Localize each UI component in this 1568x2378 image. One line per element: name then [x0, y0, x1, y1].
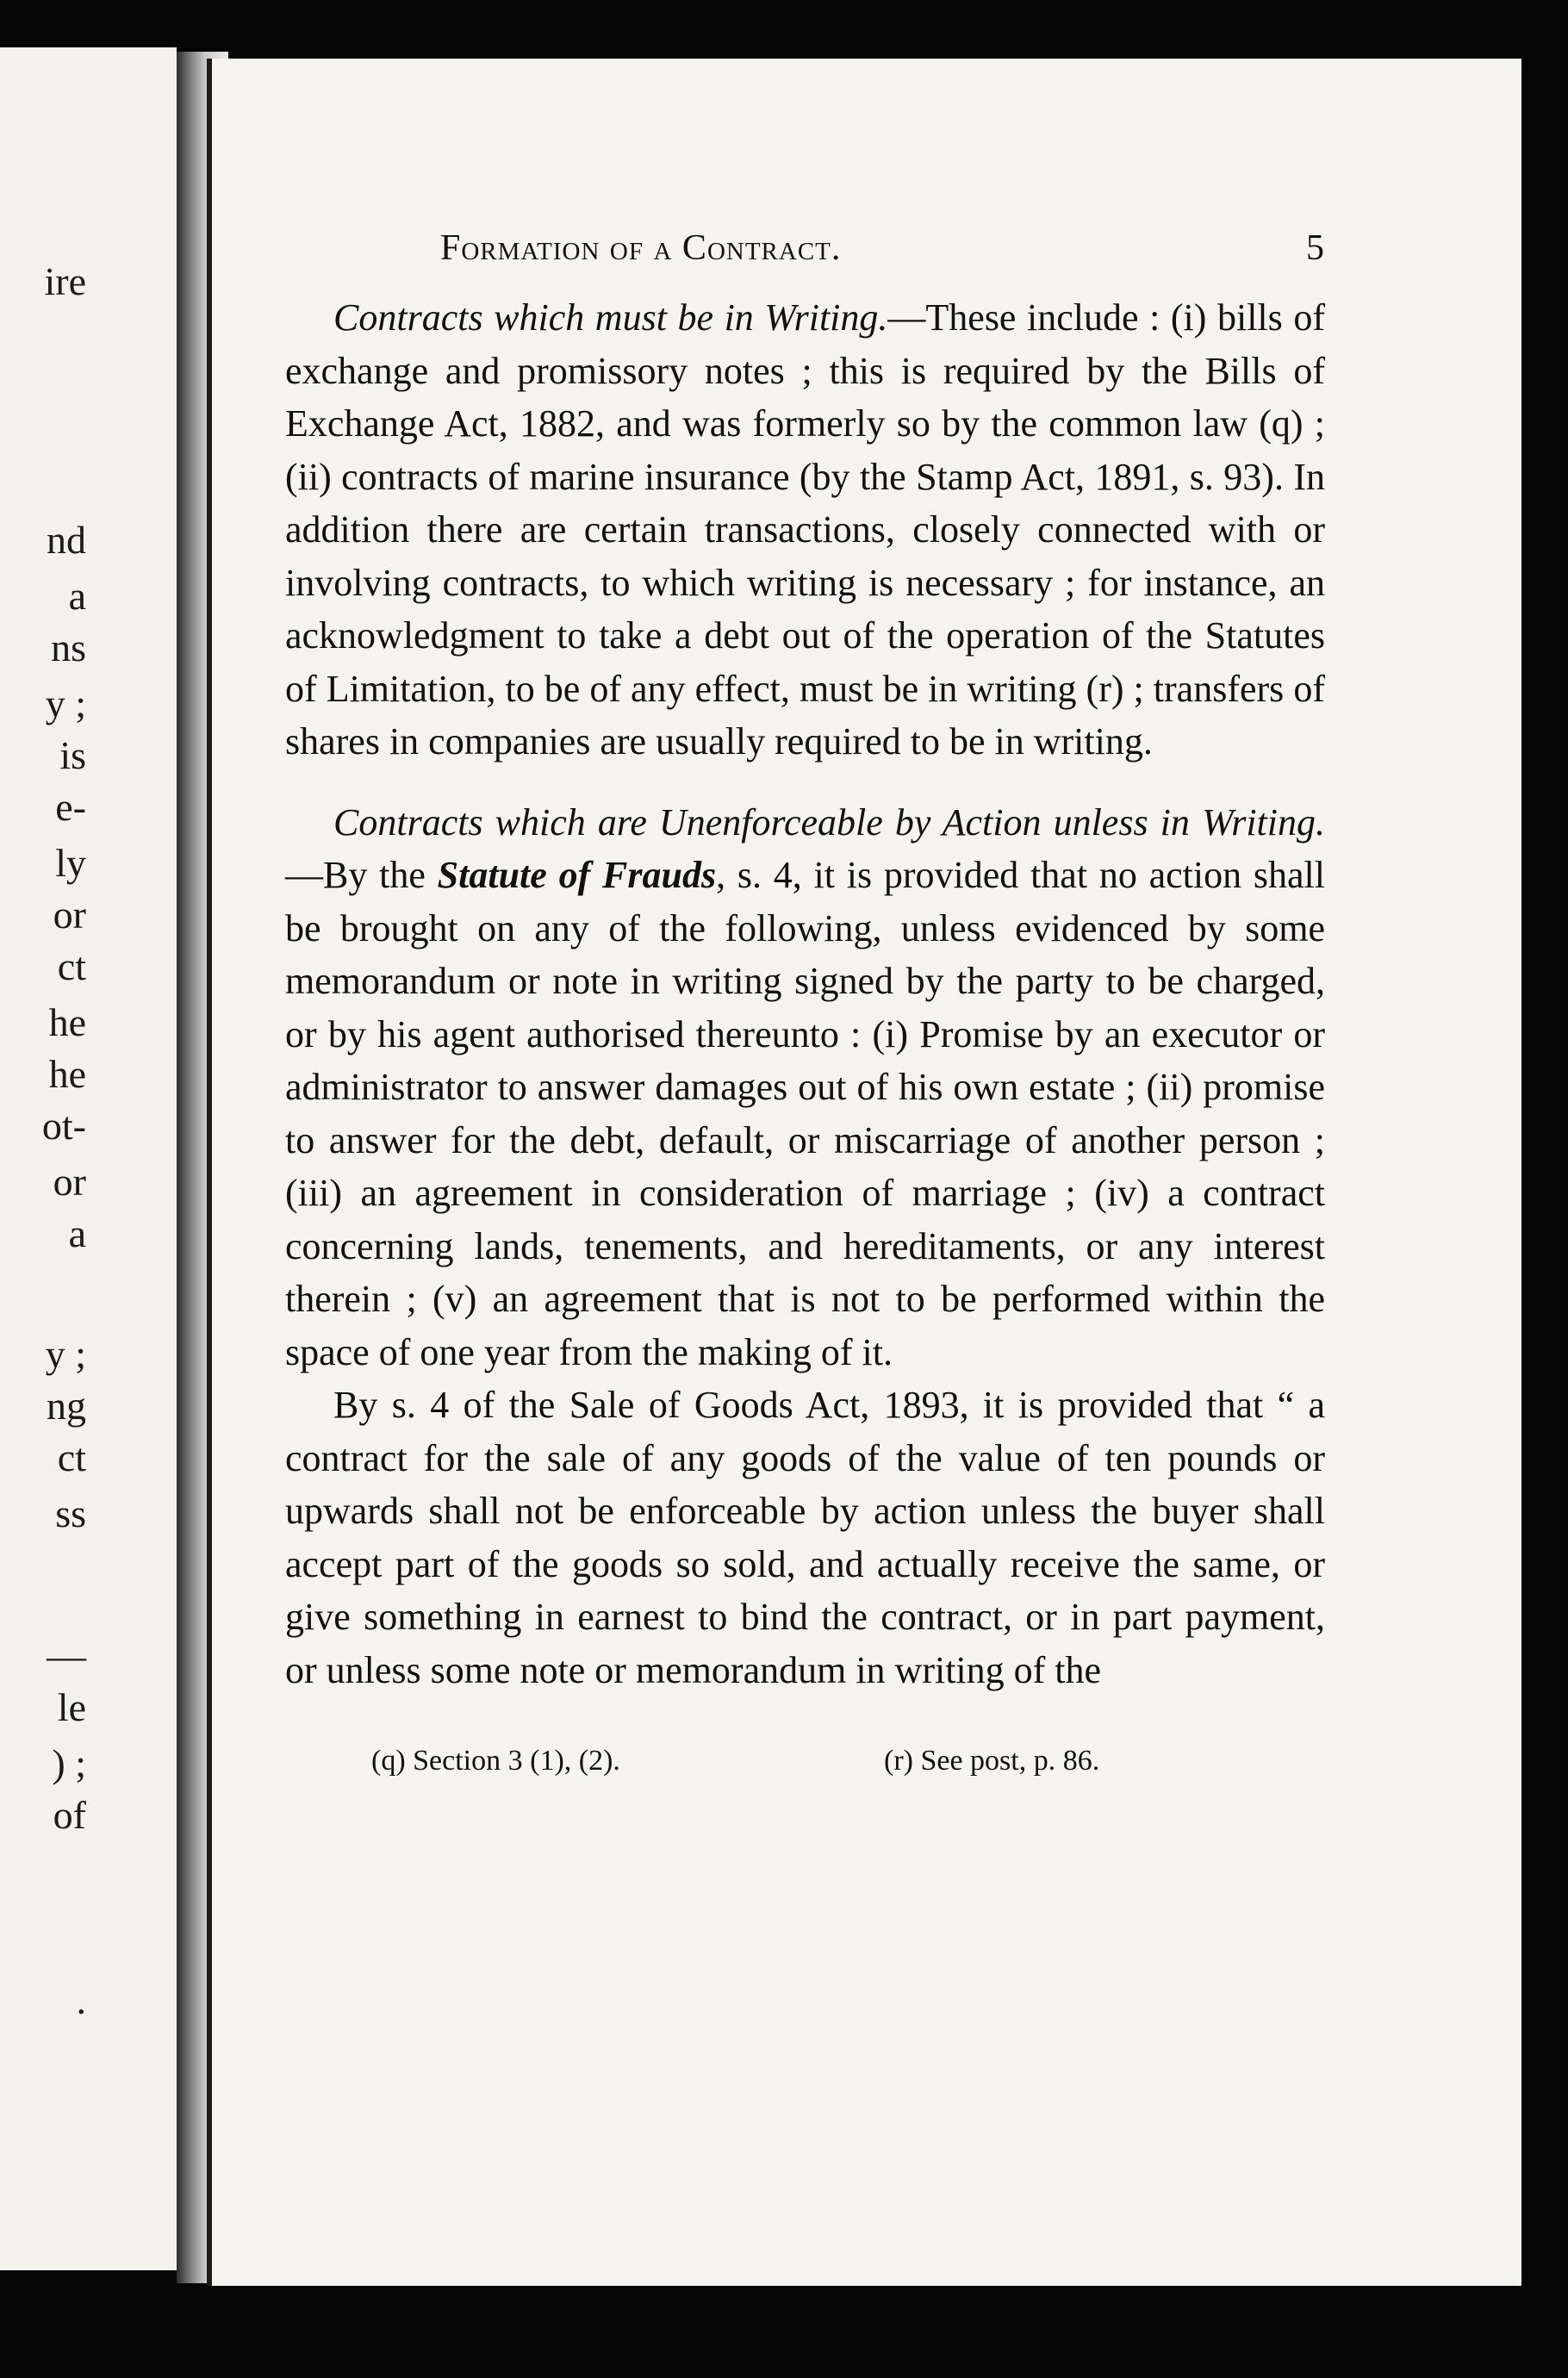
paragraph-written-contracts — [285, 291, 1325, 769]
facing-page-fragment: ss — [55, 1491, 86, 1535]
facing-page-fragment: e- — [55, 785, 86, 829]
facing-page-fragment: he — [48, 1000, 86, 1044]
facing-page-fragment: or — [53, 893, 86, 937]
facing-page-fragment: is — [59, 733, 86, 777]
paragraph-unenforceable-contracts — [285, 796, 1325, 1379]
facing-page-fragment: — — [47, 1634, 86, 1678]
facing-page-fragment: ot- — [41, 1104, 86, 1148]
footnote-r: (r) See post, p. 86. — [884, 1745, 1100, 1777]
paragraph-text: —These include : (i) bills of exchange and promissory notes ; this is required by the Bills of Exchange Act, 1882, and was formerly so by the common law (q) ; (ii) contracts of marine insurance (by the Stamp Act, 1891, s. 93). In addition there are certain transactions, closely connected with or involving contracts, to which writing is necessary ; for instance, an acknowledgment to take a debt out of the operation of the Statutes of Limitation, to be of any effect, must be in writing (r) ; transfers of shares in companies are usually required to be in writing. — [285, 296, 1325, 763]
facing-page-fragment: ct — [57, 944, 86, 988]
facing-page-fragment: y ; — [45, 1332, 86, 1376]
running-head-title: Formation of a Contract. — [440, 228, 842, 268]
facing-page-fragment: ct — [57, 1435, 86, 1479]
paragraph-text: —By the — [285, 854, 438, 896]
facing-page-fragment: a — [68, 1211, 86, 1255]
facing-page-fragment: y ; — [45, 682, 86, 725]
paragraph-heading: Contracts which must be in Writing. — [333, 296, 888, 339]
page-number: 5 — [1306, 228, 1325, 268]
facing-page-fragment: le — [57, 1685, 86, 1729]
facing-page-fragment: or — [53, 1160, 86, 1204]
page-content — [285, 222, 1325, 1777]
facing-page-fragment: a — [68, 574, 86, 618]
facing-page-fragment: ng — [47, 1384, 86, 1428]
book-page — [207, 59, 1521, 2286]
running-head — [285, 222, 1325, 291]
paragraph-sale-of-goods — [285, 1379, 1325, 1696]
facing-page-edge — [0, 47, 177, 2270]
statute-name: Statute of Frauds — [437, 854, 717, 896]
paragraph-text: By s. 4 of the Sale of Goods Act, 1893, it is provided that “ a contract for the sale of any goods of the value of ten pounds or upwards shall not be enforceable by action unless the buyer shall accept part of the goods so sold, and actually receive the same, or give something in earnest to bind the contract, or in part payment, or unless some note or memorandum in writing of the — [285, 1384, 1325, 1691]
facing-page-fragment: ire — [44, 259, 86, 303]
facing-page-fragment: ns — [51, 626, 86, 669]
facing-page-fragment: ) ; — [52, 1741, 86, 1785]
facing-page-fragment: of — [53, 1793, 86, 1837]
paragraph-heading: Contracts which are Unenforceable by Action unless in Writing. — [333, 800, 1325, 844]
facing-page-fragment: ly — [55, 841, 86, 885]
footnotes — [285, 1734, 1325, 1777]
footnote-q: (q) Section 3 (1), (2). — [371, 1745, 620, 1777]
facing-page-fragment: he — [48, 1052, 86, 1096]
facing-page-fragment: . — [76, 1978, 86, 2022]
paragraph-text: , s. 4, it is provided that no action shall be brought on any of the following, unless evidenced by some memorandum or note in writing signed by the party to be charged, or by his agent authorised thereunto : (i) Promise by an executor or administrator to answer damages out of his own estate ; (ii) promise to answer for the debt, default, or miscarriage of another person ; (iii) an agreement in consideration of marriage ; (iv) a contract concerning lands, tenements, and hereditaments, or any interest therein ; (v) an agreement that is not to be performed within the space of one year from the making of it. — [285, 854, 1325, 1373]
facing-page-fragment: nd — [47, 518, 86, 562]
